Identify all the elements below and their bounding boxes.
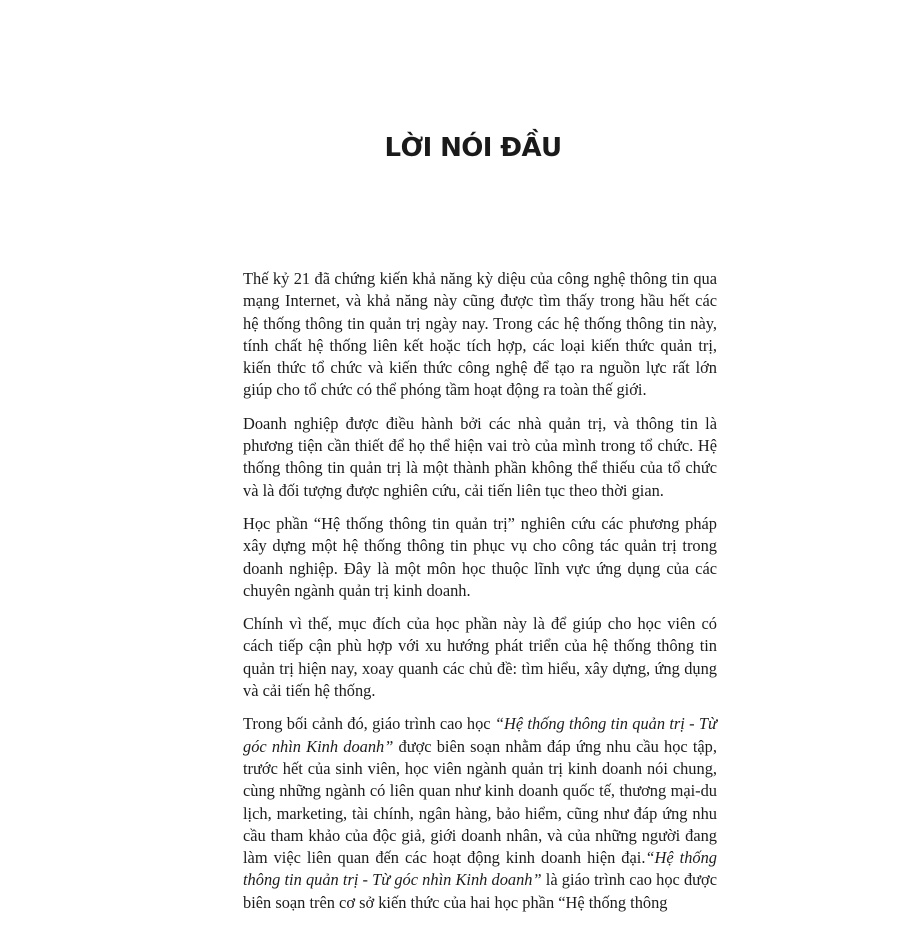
book-title-italic-2: “Hệ thống thông tin quản trị - Từ góc nhìn Kinh doanh” xyxy=(243,848,717,890)
paragraph-3: Học phần “Hệ thống thông tin quản trị” nghiên cứu các phương pháp xây dựng một hệ thống thông tin phục vụ cho công tác quản trị trong doanh nghiệp. Đây là một môn học thuộc lĩnh vực ứng dụng của các chuyên ngành quản trị kinh doanh. xyxy=(243,513,717,600)
paragraph-2: Doanh nghiệp được điều hành bởi các nhà quản trị, và thông tin là phương tiện cần thiết để họ thể hiện vai trò của mình trong tổ chức. Hệ thống thông tin quản trị là một thành phần không thể thiếu của tổ chức và là đối tượng được nghiên cứu, cải tiến liên tục theo thời gian. xyxy=(243,413,717,500)
book-title-italic-1: “Hệ thống thông tin quản trị - Từ góc nhìn Kinh doanh” xyxy=(243,714,717,756)
page-title: LỜI NÓI ĐẦU xyxy=(384,133,562,163)
paragraph-5-text-b: được biên soạn nhằm đáp ứng nhu cầu học tập, trước hết của sinh viên, học viên ngành quản trị kinh doanh nói chung, cùng những ngành có liên quan như kinh doanh quốc tế, thương mại-du lịch, marketing, tài chính, ngân hàng, bảo hiểm, cũng như đáp ứng nhu cầu tham khảo của độc giả, giới doanh nhân, và của những người đang làm việc liên quan đến các hoạt động kinh doanh hiện đại. xyxy=(243,736,717,868)
paragraph-1: Thế kỷ 21 đã chứng kiến khả năng kỳ diệu của công nghệ thông tin qua mạng Internet, và khả năng này cũng được tìm thấy trong hầu hết các hệ thống thông tin quản trị ngày nay. Trong các hệ thống thông tin này, tính chất hệ thống liên kết hoặc tích hợp, các loại kiến thức quản trị, kiến thức tổ chức và kiến thức công nghệ để tạo ra nguồn lực rất lớn giúp cho tổ chức có thể phóng tầm hoạt động ra toàn thế giới. xyxy=(243,269,717,400)
preface-body xyxy=(243,268,717,925)
paragraph-4: Chính vì thế, mục đích của học phần này là để giúp cho học viên có cách tiếp cận phù hợp với xu hướng phát triển của hệ thống thông tin quản trị hiện nay, xoay quanh các chủ đề: tìm hiểu, xây dựng, ứng dụng và cải tiến hệ thống. xyxy=(243,614,717,701)
paragraph-5 xyxy=(243,713,717,914)
paragraph-5-text-a: Trong bối cảnh đó, giáo trình cao học xyxy=(243,714,495,734)
paragraph-5-text-c: là giáo trình cao học được biên soạn trên cơ sở kiến thức của hai học phần “Hệ thống thông xyxy=(243,870,717,912)
